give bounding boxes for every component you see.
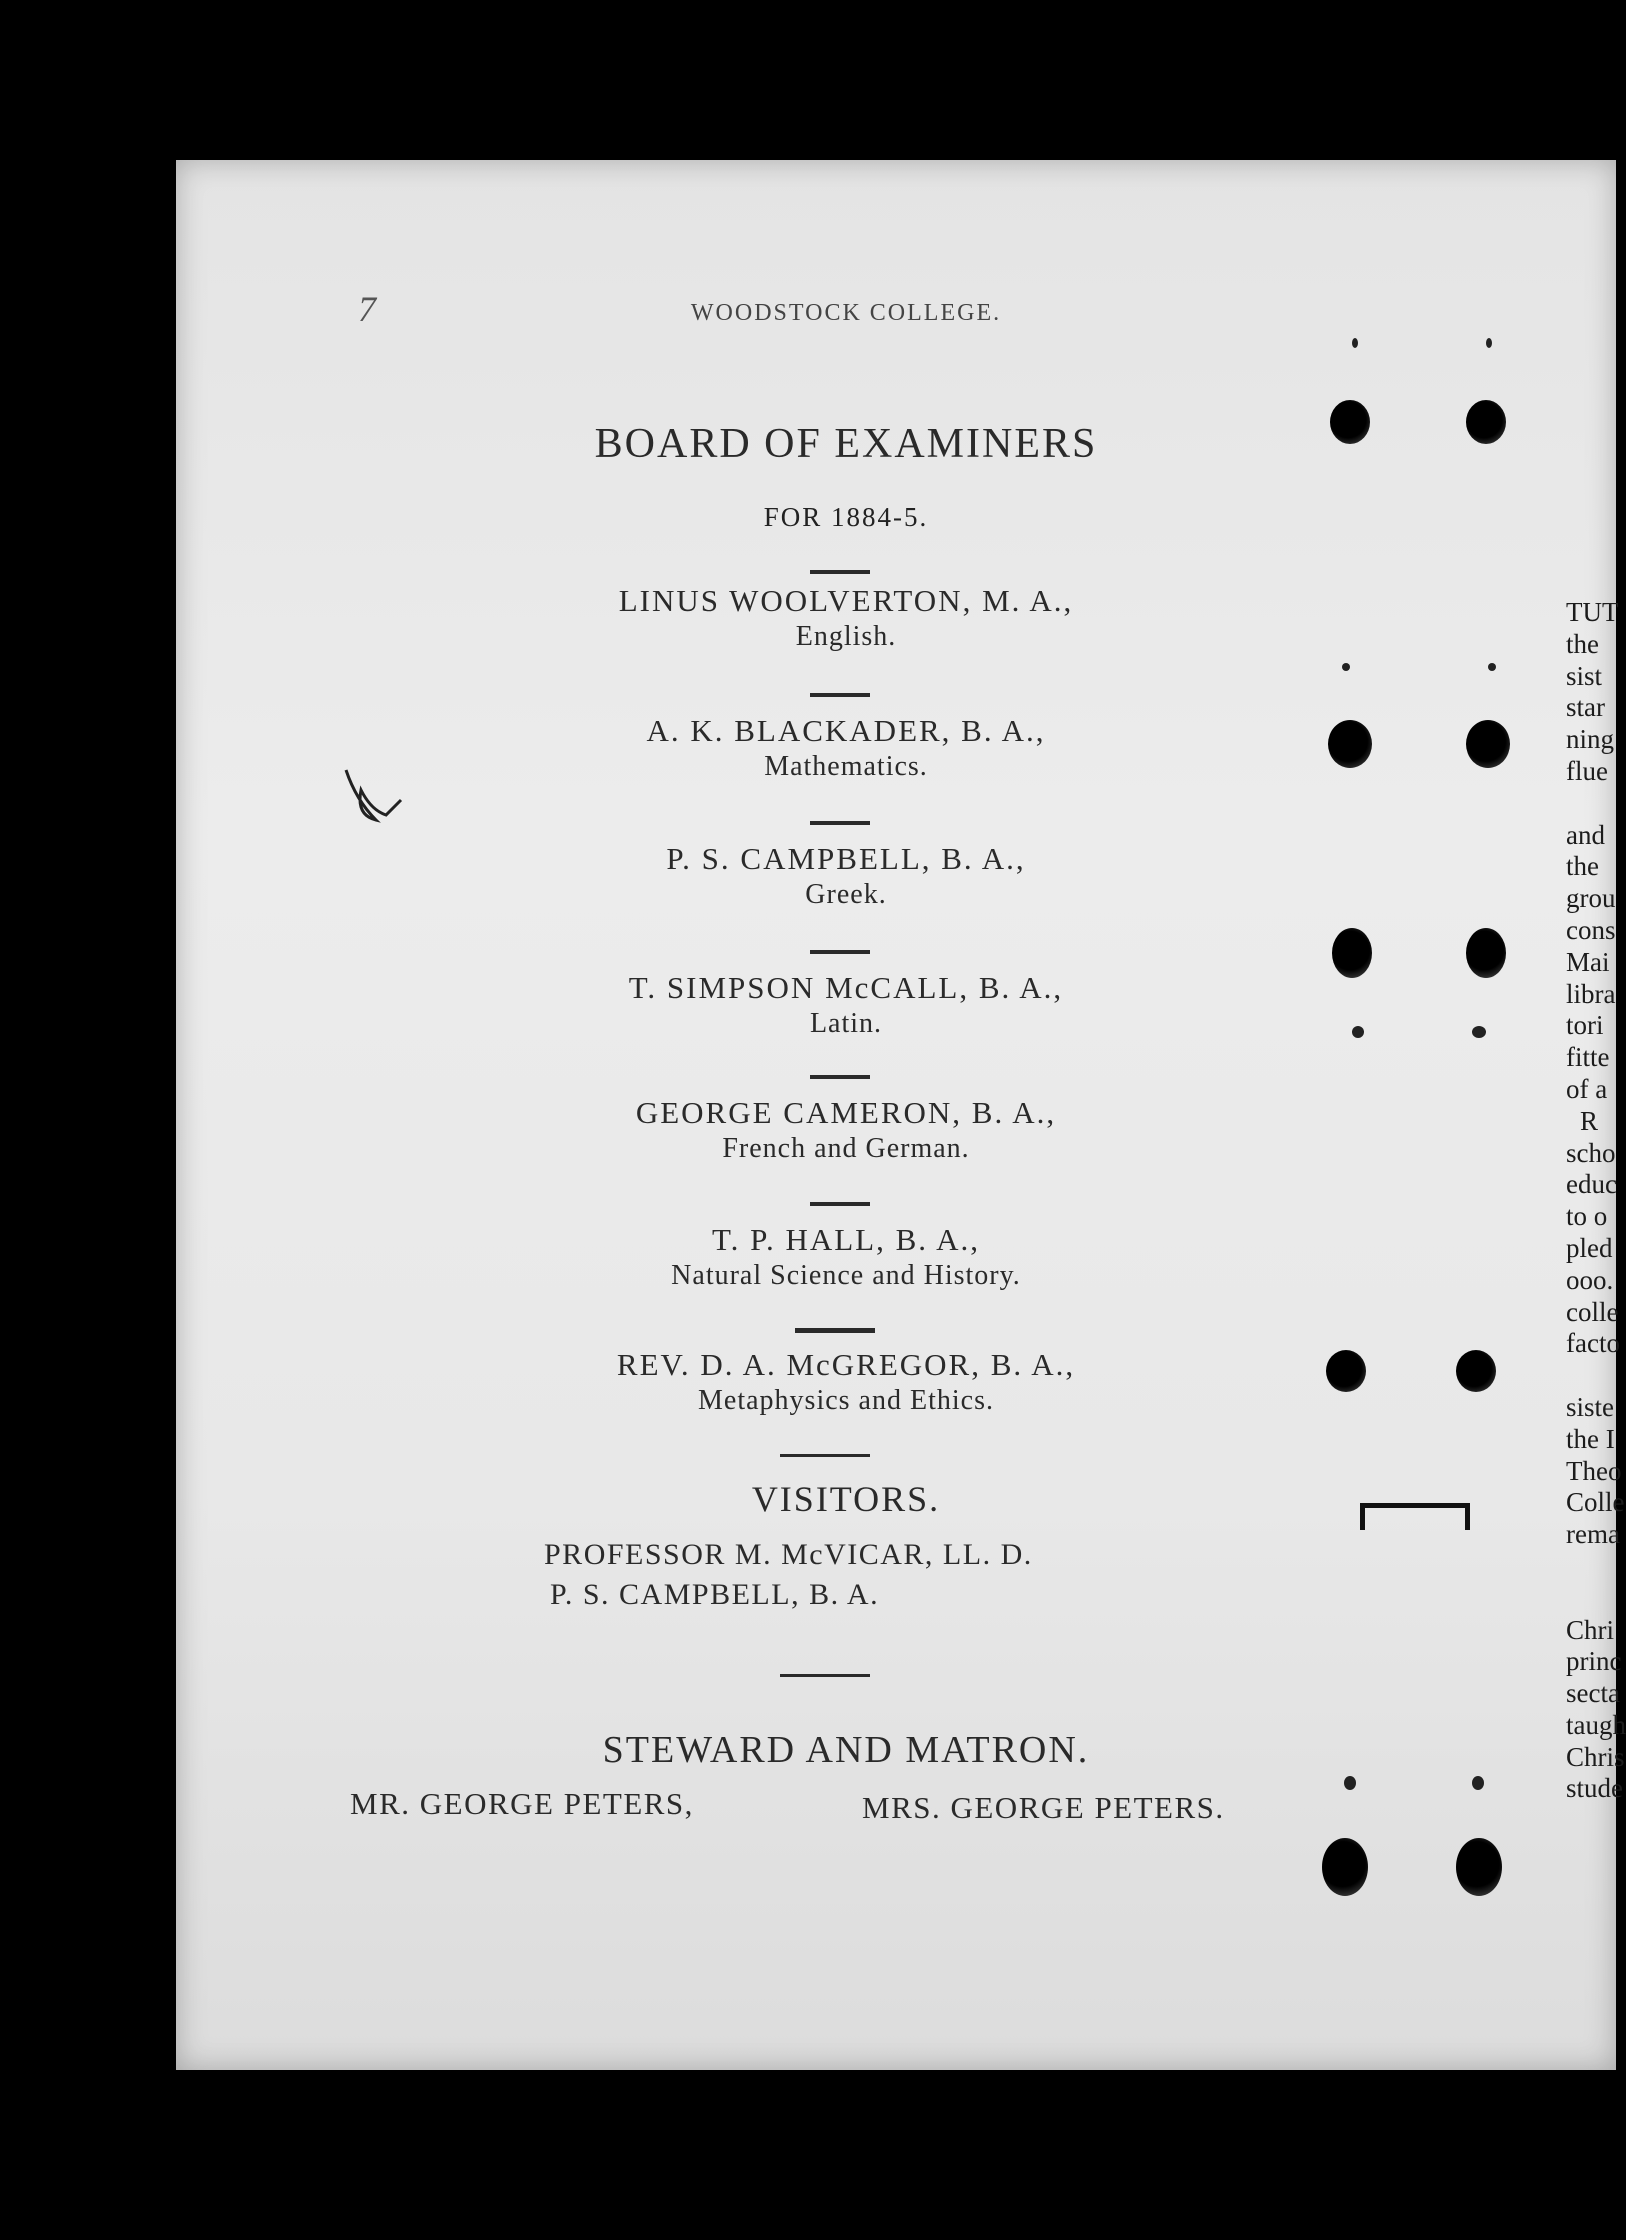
examiner-entry: [456, 1347, 1236, 1417]
clip-mark: [1360, 1503, 1470, 1530]
examiner-entry: [456, 970, 1236, 1040]
divider-rule: [810, 950, 870, 954]
examiner-entry: [456, 713, 1236, 783]
examiner-subject: Natural Science and History.: [671, 1260, 1021, 1291]
examiner-entry: [456, 583, 1236, 653]
board-title: BOARD OF EXAMINERS: [594, 421, 1098, 467]
visitor-name: PROFESSOR M. McVICAR, LL. D.: [544, 1538, 1033, 1571]
ink-speck: [1344, 1776, 1356, 1790]
binding-hole: [1328, 720, 1372, 768]
examiner-name: T. P. HALL, B. A.,: [712, 1222, 980, 1257]
examiner-subject: French and German.: [722, 1133, 970, 1164]
examiner-subject: Mathematics.: [764, 751, 928, 782]
examiner-subject: English.: [795, 621, 897, 652]
examiner-subject: Metaphysics and Ethics.: [698, 1385, 994, 1416]
board-subtitle: FOR 1884-5.: [763, 502, 929, 532]
divider-rule: [810, 1202, 870, 1206]
examiner-subject: Latin.: [809, 1008, 883, 1039]
visitor-name: P. S. CAMPBELL, B. A.: [550, 1578, 880, 1611]
binding-hole: [1456, 1350, 1496, 1392]
binding-hole: [1466, 400, 1506, 444]
ink-speck: [1352, 1026, 1364, 1038]
ink-speck: [1472, 1026, 1486, 1038]
examiner-entry: [456, 1095, 1236, 1165]
page-number: 7: [358, 289, 376, 329]
examiner-entry: [456, 841, 1236, 911]
binding-hole: [1330, 400, 1370, 444]
binding-hole: [1326, 1350, 1366, 1392]
running-title: WOODSTOCK COLLEGE.: [690, 300, 1002, 326]
divider-rule: [780, 1454, 870, 1457]
ink-speck: [1342, 663, 1350, 671]
divider-rule: [810, 693, 870, 697]
divider-rule: [810, 570, 870, 574]
divider-rule: [795, 1328, 875, 1333]
examiner-name: T. SIMPSON McCALL, B. A.,: [628, 970, 1064, 1005]
examiner-name: REV. D. A. McGREGOR, B. A.,: [616, 1347, 1076, 1382]
examiner-name: GEORGE CAMERON, B. A.,: [635, 1095, 1057, 1130]
binding-hole: [1456, 1838, 1502, 1896]
ink-speck: [1352, 338, 1358, 348]
divider-rule: [810, 821, 870, 825]
divider-rule: [780, 1674, 870, 1677]
handwritten-mark: [326, 760, 426, 840]
examiner-entry: [456, 1222, 1236, 1292]
examiner-name: LINUS WOOLVERTON, M. A.,: [618, 583, 1074, 618]
visitors-title: VISITORS.: [751, 1479, 941, 1519]
examiner-name: A. K. BLACKADER, B. A.,: [646, 713, 1046, 748]
examiner-name: P. S. CAMPBELL, B. A.,: [666, 841, 1026, 876]
steward-name: MR. GEORGE PETERS,: [350, 1786, 694, 1821]
ink-speck: [1472, 1776, 1484, 1790]
ink-speck: [1488, 663, 1496, 671]
examiner-subject: Greek.: [805, 879, 887, 910]
binding-hole: [1322, 1838, 1368, 1896]
matron-name: MRS. GEORGE PETERS.: [862, 1790, 1225, 1825]
ink-speck: [1486, 338, 1492, 348]
steward-title: STEWARD AND MATRON.: [602, 1729, 1090, 1771]
facing-page-text: TUT the sist star ning flue and the grou cons Mai libra tori fitte of a R scho educ to o pled ooo. colle facto siste the I Theo Colle rema Chri princ secta taugh Chris stude: [1566, 597, 1626, 1804]
document-page: [176, 160, 1626, 2070]
binding-hole: [1332, 928, 1372, 978]
divider-rule: [810, 1075, 870, 1079]
binding-hole: [1466, 928, 1506, 978]
binding-hole: [1466, 720, 1510, 768]
